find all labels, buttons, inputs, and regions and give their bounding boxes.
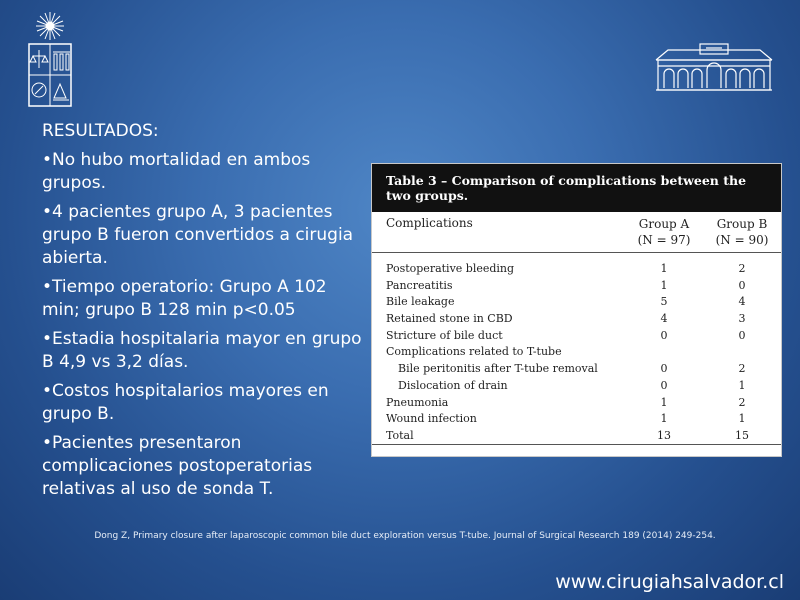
group-a-value: 0 (660, 328, 668, 342)
table-row (372, 294, 781, 311)
group-a-value: 5 (660, 295, 668, 309)
group-a-value: 1 (660, 395, 668, 409)
table-row (372, 278, 781, 295)
table-bottom-rule (372, 444, 781, 445)
group-b-value: 15 (735, 428, 749, 442)
group-a-n: (N = 97) (637, 233, 691, 247)
results-text-block (42, 120, 367, 507)
row-label: Pneumonia (386, 395, 449, 409)
group-a-value: 1 (660, 262, 668, 275)
table-row (372, 344, 781, 361)
table-row (372, 361, 781, 378)
group-a-value: 1 (660, 278, 668, 292)
citation-text: Dong Z, Primary closure after laparoscopic common bile duct exploration versus T-tube. Journal of Surgical Research 189 (2014) 249-254. (94, 531, 716, 541)
result-bullet: •Pacientes presentaron complicaciones postoperatorias relativas al uso de sonda T. (42, 433, 313, 499)
result-bullet: •Tiempo operatorio: Grupo A 102 min; grupo B 128 min p<0.05 (42, 277, 327, 320)
results-heading: RESULTADOS: (42, 121, 159, 141)
table-row (372, 428, 781, 445)
complications-table (371, 163, 782, 457)
result-bullet: •Estadia hospitalaria mayor en grupo B 4,9 vs 3,2 días. (42, 329, 362, 372)
group-a-value: 4 (660, 312, 668, 326)
table-title: Table 3 – Comparison of complications between the two groups. (372, 164, 781, 212)
row-label: Pancreatitis (386, 278, 453, 292)
row-label: Dislocation of drain (398, 378, 508, 392)
table-row (372, 328, 781, 345)
column-header-group-a (634, 216, 694, 248)
row-label: Total (386, 428, 414, 442)
hospital-building-logo (654, 42, 774, 92)
result-bullet: •4 pacientes grupo A, 3 pacientes grupo B fueron convertidos a cirugia abierta. (42, 202, 354, 268)
table-row (372, 261, 781, 278)
table-header-row (372, 212, 781, 253)
table-row (372, 395, 781, 412)
row-label: Postoperative bleeding (386, 262, 515, 275)
row-label: Bile leakage (386, 295, 455, 309)
group-a-value: 0 (660, 378, 668, 392)
table-body (372, 253, 781, 445)
table-row (372, 378, 781, 395)
group-a-label: Group A (638, 217, 690, 231)
group-a-value: 1 (660, 412, 668, 426)
row-label: Complications related to T-tube (386, 345, 562, 359)
table-row (372, 411, 781, 428)
group-b-value: 1 (738, 412, 746, 426)
group-b-value: 3 (738, 312, 746, 326)
result-bullet: •Costos hospitalarios mayores en grupo B. (42, 381, 329, 424)
row-label: Retained stone in CBD (386, 312, 513, 326)
group-b-value: 0 (738, 328, 746, 342)
university-crest-logo (26, 10, 74, 108)
row-label: Bile peritonitis after T-tube removal (398, 362, 598, 376)
group-a-value: 13 (657, 428, 671, 442)
table-row (372, 311, 781, 328)
group-b-value: 2 (738, 362, 746, 376)
column-header-group-b (712, 216, 772, 248)
group-b-value: 0 (738, 278, 746, 292)
group-b-value: 4 (738, 295, 746, 309)
group-a-value: 0 (660, 362, 668, 376)
group-b-value: 1 (738, 378, 746, 392)
group-b-label: Group B (716, 217, 768, 231)
row-label: Wound infection (386, 412, 477, 426)
row-label: Stricture of bile duct (386, 328, 503, 342)
group-b-value: 2 (738, 262, 746, 275)
website-url: www.cirugiahsalvador.cl (555, 571, 784, 593)
result-bullet: •No hubo mortalidad en ambos grupos. (42, 150, 311, 193)
group-b-value: 2 (738, 395, 746, 409)
column-header-complications: Complications (386, 216, 473, 230)
group-b-n: (N = 90) (715, 233, 769, 247)
